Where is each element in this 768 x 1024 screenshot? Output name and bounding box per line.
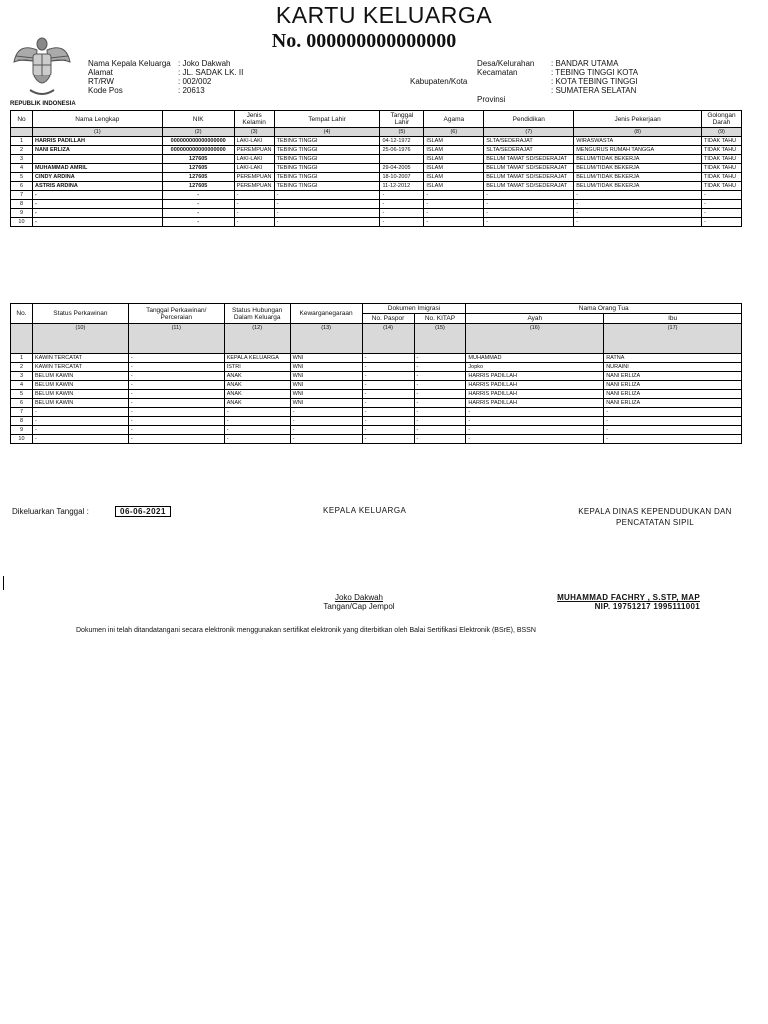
table-cell: KAWIN TERCATAT: [32, 363, 128, 372]
info-label: Kabupaten/Kota: [410, 77, 468, 86]
table-cell: WNI: [290, 363, 362, 372]
table-cell: BELUM KAWIN: [32, 381, 128, 390]
table-cell: WNI: [290, 354, 362, 363]
info-value: : SUMATERA SELATAN: [551, 86, 637, 95]
table-cell: 9: [11, 209, 33, 218]
table-cell: BELUM/TIDAK BEKERJA: [574, 155, 702, 164]
table-cell: PEREMPUAN: [234, 173, 274, 182]
column-header: No: [11, 111, 33, 128]
table-cell: SLTA/SEDERAJAT: [484, 137, 574, 146]
table-cell: -: [362, 372, 414, 381]
issue-date-label: Dikeluarkan Tanggal :: [12, 507, 89, 516]
agency-head-nip: NIP. 19751217 1995111001: [594, 602, 700, 611]
table-cell: -: [128, 435, 224, 444]
agency-head-name: MUHAMMAD FACHRY , S.STP, MAP: [557, 593, 700, 602]
table-cell: 10: [11, 218, 33, 227]
table-cell: 3: [11, 372, 33, 381]
info-label: Kode Pos: [88, 86, 123, 95]
region-info: [477, 59, 638, 77]
table-cell: TIDAK TAHU: [701, 164, 741, 173]
column-index: (12): [224, 324, 290, 354]
table-cell: -: [362, 426, 414, 435]
table-cell: -: [274, 191, 380, 200]
table-cell: -: [32, 209, 162, 218]
table-cell: TIDAK TAHU: [701, 146, 741, 155]
column-index: (17): [604, 324, 742, 354]
table-cell: 5: [11, 173, 33, 182]
table-cell: ANAK: [224, 381, 290, 390]
table-cell: WNI: [290, 390, 362, 399]
table-cell: 4: [11, 164, 33, 173]
table-cell: -: [484, 209, 574, 218]
table-cell: 2: [11, 146, 33, 155]
table-cell: -: [234, 209, 274, 218]
marital-status-table: [10, 303, 742, 444]
column-index: (16): [466, 324, 604, 354]
table-cell: -: [362, 417, 414, 426]
table-row: [11, 191, 742, 200]
table-cell: -: [162, 218, 234, 227]
table-cell: -: [574, 209, 702, 218]
table-row: [11, 390, 742, 399]
table-cell: -: [128, 363, 224, 372]
table-cell: TIDAK TAHU: [701, 137, 741, 146]
table-cell: -: [32, 218, 162, 227]
table-cell: -: [128, 399, 224, 408]
table-cell: -: [274, 218, 380, 227]
table-cell: 1: [11, 137, 33, 146]
column-index: (11): [128, 324, 224, 354]
table-cell: LAKI-LAKI: [234, 164, 274, 173]
garuda-pancasila-icon: [12, 32, 72, 102]
table-cell: WIRASWASTA: [574, 137, 702, 146]
table-cell: 2: [11, 363, 33, 372]
table-cell: MENGURUS RUMAH TANGGA: [574, 146, 702, 155]
table-cell: -: [380, 200, 424, 209]
column-index: [11, 128, 33, 137]
table-cell: KAWIN TERCATAT: [32, 354, 128, 363]
table-cell: -: [362, 354, 414, 363]
table-row: [11, 381, 742, 390]
table-cell: -: [362, 408, 414, 417]
table-cell: TEBING TINGGI: [274, 146, 380, 155]
table-cell: 8: [11, 417, 33, 426]
agency-head-title: KEPALA DINAS KEPENDUDUKAN DAN PENCATATAN SIPIL: [578, 507, 732, 527]
table-cell: -: [414, 435, 466, 444]
column-header: No.: [11, 304, 33, 324]
table-cell: -: [574, 191, 702, 200]
column-header: Pendidikan: [484, 111, 574, 128]
column-index: (7): [484, 128, 574, 137]
table-cell: 04-12-1972: [380, 137, 424, 146]
issue-date-value: 06-06-2021: [115, 506, 171, 517]
info-label: RT/RW: [88, 77, 114, 86]
table-cell: 7: [11, 408, 33, 417]
table-cell: TIDAK TAHU: [701, 182, 741, 191]
table-cell: ISLAM: [424, 182, 484, 191]
table-cell: [32, 155, 162, 164]
table-cell: -: [484, 191, 574, 200]
column-index: (8): [574, 128, 702, 137]
table-row: [11, 218, 742, 227]
document-title: KARTU KELUARGA: [275, 2, 493, 28]
table-cell: -: [128, 390, 224, 399]
info-label: Provinsi: [477, 95, 506, 104]
table-cell: 18-10-2007: [380, 173, 424, 182]
table-cell: -: [380, 191, 424, 200]
table-cell: -: [424, 200, 484, 209]
table-cell: BELUM/TIDAK BEKERJA: [574, 173, 702, 182]
table-cell: CINDY ARDINA: [32, 173, 162, 182]
info-label: Alamat: [88, 68, 113, 77]
table-cell: PEREMPUAN: [234, 146, 274, 155]
table-row: [11, 417, 742, 426]
column-header: No. KITAP: [414, 314, 466, 324]
column-header: Status Hubungan Dalam Keluarga: [224, 304, 290, 324]
table-cell: -: [234, 191, 274, 200]
info-value: : Joko Dakwah: [178, 59, 231, 68]
column-index: (13): [290, 324, 362, 354]
text-cursor: [3, 576, 4, 590]
regency-info: [410, 77, 638, 86]
table-cell: ISTRI: [224, 363, 290, 372]
table-row: [11, 155, 742, 164]
table-cell: -: [362, 363, 414, 372]
table-cell: 127605: [162, 164, 234, 173]
column-index: (4): [274, 128, 380, 137]
table-cell: ISLAM: [424, 173, 484, 182]
table-cell: -: [380, 218, 424, 227]
info-value: : 20613: [178, 86, 205, 95]
column-header: Tanggal Lahir: [380, 111, 424, 128]
table-cell: NANI ERLIZA: [32, 146, 162, 155]
table-row: [11, 363, 742, 372]
column-group-header: Dokumen Imigrasi: [362, 304, 466, 314]
column-header: Tanggal Perkawinan/ Perceraian: [128, 304, 224, 324]
table-cell: 29-04-2005: [380, 164, 424, 173]
table-cell: -: [290, 417, 362, 426]
table-cell: ISLAM: [424, 164, 484, 173]
table-cell: -: [466, 417, 604, 426]
table-row: [11, 435, 742, 444]
column-index-row: [11, 324, 742, 354]
column-index: (2): [162, 128, 234, 137]
table-cell: -: [128, 354, 224, 363]
table-cell: 9: [11, 426, 33, 435]
table-cell: -: [484, 200, 574, 209]
table-cell: -: [701, 218, 741, 227]
table-cell: BELUM TAMAT SD/SEDERAJAT: [484, 155, 574, 164]
table-cell: WNI: [290, 399, 362, 408]
table-cell: 127605: [162, 182, 234, 191]
table-cell: -: [701, 209, 741, 218]
table-cell: -: [574, 200, 702, 209]
table-row: [11, 372, 742, 381]
table-cell: LAKI-LAKI: [234, 155, 274, 164]
column-index: (6): [424, 128, 484, 137]
table-cell: BELUM/TIDAK BEKERJA: [574, 164, 702, 173]
table-cell: NURAINI: [604, 363, 742, 372]
table-cell: -: [604, 435, 742, 444]
table-cell: -: [274, 209, 380, 218]
table-cell: -: [414, 354, 466, 363]
table-header-row: [11, 111, 742, 128]
table-cell: ASTRIS ARDINA: [32, 182, 162, 191]
table-cell: -: [32, 191, 162, 200]
column-header: Jenis Pekerjaan: [574, 111, 702, 128]
table-cell: -: [32, 435, 128, 444]
table-cell: -: [32, 408, 128, 417]
table-cell: NANI ERLIZA: [604, 390, 742, 399]
table-cell: BELUM KAWIN: [32, 372, 128, 381]
table-cell: -: [32, 426, 128, 435]
table-cell: 8: [11, 200, 33, 209]
column-header: Ibu: [604, 314, 742, 324]
table-cell: TEBING TINGGI: [274, 182, 380, 191]
table-cell: 25-06-1976: [380, 146, 424, 155]
table-cell: -: [224, 435, 290, 444]
column-header: NIK: [162, 111, 234, 128]
table-cell: -: [362, 435, 414, 444]
info-value: : BANDAR UTAMA: [551, 59, 619, 68]
electronic-signature-notice: Dokumen ini telah ditandatangani secara elektronik menggunakan sertifikat elektronik yang diterbitkan oleh Balai Sertifikasi Elektronik (BSrE), BSSN: [76, 627, 536, 634]
table-cell: -: [466, 426, 604, 435]
table-cell: 000000000000000000: [162, 146, 234, 155]
table-cell: ANAK: [224, 372, 290, 381]
table-cell: 6: [11, 182, 33, 191]
table-cell: -: [234, 200, 274, 209]
table-cell: NANI ERLIZA: [604, 399, 742, 408]
country-label: REPUBLIK INDONESIA: [10, 101, 76, 107]
table-row: [11, 164, 742, 173]
table-cell: -: [290, 435, 362, 444]
table-cell: 5: [11, 390, 33, 399]
table-cell: -: [414, 363, 466, 372]
table-row: [11, 137, 742, 146]
table-cell: -: [380, 209, 424, 218]
table-cell: -: [414, 417, 466, 426]
table-cell: -: [162, 200, 234, 209]
table-cell: 1: [11, 354, 33, 363]
table-cell: BELUM KAWIN: [32, 399, 128, 408]
table-row: [11, 200, 742, 209]
table-cell: -: [162, 209, 234, 218]
table-cell: -: [32, 200, 162, 209]
table-cell: HARRIS PADILLAH: [466, 372, 604, 381]
table-cell: MUHAMMAD: [466, 354, 604, 363]
table-header-row: [11, 304, 742, 314]
table-cell: -: [362, 390, 414, 399]
table-cell: TIDAK TAHU: [701, 173, 741, 182]
table-cell: -: [128, 381, 224, 390]
table-cell: -: [274, 200, 380, 209]
table-cell: -: [224, 426, 290, 435]
table-row: [11, 209, 742, 218]
province-info: [477, 86, 637, 104]
table-cell: -: [424, 218, 484, 227]
table-cell: WNI: [290, 372, 362, 381]
table-row: [11, 146, 742, 155]
table-cell: SLTA/SEDERAJAT: [484, 146, 574, 155]
table-cell: HARRIS PADILLAH: [466, 399, 604, 408]
table-cell: 127605: [162, 173, 234, 182]
table-cell: 127605: [162, 155, 234, 164]
table-cell: -: [484, 218, 574, 227]
table-cell: ANAK: [224, 399, 290, 408]
table-cell: BELUM TAMAT SD/SEDERAJAT: [484, 164, 574, 173]
info-value: : 002/002: [178, 77, 212, 86]
column-header: Tempat Lahir: [274, 111, 380, 128]
table-cell: ISLAM: [424, 146, 484, 155]
table-cell: WNI: [290, 381, 362, 390]
table-cell: RATNA: [604, 354, 742, 363]
table-row: [11, 399, 742, 408]
column-group-header: Nama Orang Tua: [466, 304, 742, 314]
table-cell: HARRIS PADILLAH: [466, 381, 604, 390]
table-cell: TEBING TINGGI: [274, 155, 380, 164]
signature-caption: Tangan/Cap Jempol: [323, 602, 395, 611]
table-cell: -: [424, 191, 484, 200]
column-header: Jenis Kelamin: [234, 111, 274, 128]
table-cell: 6: [11, 399, 33, 408]
agency-head-signature: [540, 593, 700, 611]
table-cell: -: [424, 209, 484, 218]
table-cell: -: [224, 417, 290, 426]
table-cell: -: [224, 408, 290, 417]
info-value: : KOTA TEBING TINGGI: [551, 77, 638, 86]
info-value: : TEBING TINGGI KOTA: [551, 68, 639, 77]
table-cell: NANI ERLIZA: [604, 372, 742, 381]
info-label: Kecamatan: [477, 68, 518, 77]
family-members-table: [10, 110, 742, 227]
column-index: (1): [32, 128, 162, 137]
table-cell: -: [414, 426, 466, 435]
table-cell: PEREMPUAN: [234, 182, 274, 191]
column-index: (9): [701, 128, 741, 137]
table-cell: -: [234, 218, 274, 227]
table-cell: -: [414, 381, 466, 390]
table-cell: 11-12-2012: [380, 182, 424, 191]
table-cell: -: [128, 408, 224, 417]
table-cell: BELUM TAMAT SD/SEDERAJAT: [484, 182, 574, 191]
table-cell: -: [604, 417, 742, 426]
table-cell: TEBING TINGGI: [274, 164, 380, 173]
table-cell: ISLAM: [424, 137, 484, 146]
column-index-row: [11, 128, 742, 137]
table-cell: Jopko: [466, 363, 604, 372]
table-cell: -: [466, 408, 604, 417]
table-cell: LAKI-LAKI: [234, 137, 274, 146]
column-header: No. Paspor: [362, 314, 414, 324]
issue-date: [12, 506, 171, 517]
head-of-family-info: [88, 59, 243, 95]
column-header: Kewarganegaraan: [290, 304, 362, 324]
table-row: [11, 173, 742, 182]
table-cell: 7: [11, 191, 33, 200]
table-cell: -: [701, 200, 741, 209]
table-cell: -: [362, 381, 414, 390]
table-cell: -: [128, 372, 224, 381]
table-cell: -: [414, 390, 466, 399]
column-index: (3): [234, 128, 274, 137]
table-row: [11, 408, 742, 417]
table-cell: -: [290, 426, 362, 435]
head-of-family-signature: [318, 593, 400, 611]
table-cell: 10: [11, 435, 33, 444]
table-cell: -: [162, 191, 234, 200]
table-cell: ISLAM: [424, 155, 484, 164]
table-cell: -: [32, 417, 128, 426]
table-cell: -: [362, 399, 414, 408]
table-cell: TEBING TINGGI: [274, 173, 380, 182]
column-header: Nama Lengkap: [32, 111, 162, 128]
table-cell: HARRIS PADILLAH: [32, 137, 162, 146]
table-cell: -: [128, 426, 224, 435]
info-label: Desa/Kelurahan: [477, 59, 535, 68]
table-cell: -: [414, 372, 466, 381]
table-cell: NANI ERLIZA: [604, 381, 742, 390]
table-cell: -: [604, 408, 742, 417]
table-cell: BELUM/TIDAK BEKERJA: [574, 182, 702, 191]
table-cell: KEPALA KELUARGA: [224, 354, 290, 363]
head-of-family-name: Joko Dakwah: [334, 593, 384, 602]
column-index: (15): [414, 324, 466, 354]
table-cell: TEBING TINGGI: [274, 137, 380, 146]
table-cell: HARRIS PADILLAH: [466, 390, 604, 399]
table-cell: 4: [11, 381, 33, 390]
table-cell: BELUM TAMAT SD/SEDERAJAT: [484, 173, 574, 182]
table-cell: -: [604, 426, 742, 435]
column-index: (10): [32, 324, 128, 354]
table-cell: -: [414, 399, 466, 408]
table-cell: -: [466, 435, 604, 444]
table-cell: -: [128, 417, 224, 426]
info-label: Nama Kepala Keluarga: [88, 59, 171, 68]
table-cell: -: [574, 218, 702, 227]
head-of-family-title: KEPALA KELUARGA: [323, 506, 407, 515]
column-index: (14): [362, 324, 414, 354]
table-cell: 000000000000000000: [162, 137, 234, 146]
column-header: Status Perkawinan: [32, 304, 128, 324]
table-row: [11, 354, 742, 363]
table-row: [11, 426, 742, 435]
table-cell: MUHAMMAD AMRIL: [32, 164, 162, 173]
column-header: Agama: [424, 111, 484, 128]
table-cell: TIDAK TAHU: [701, 155, 741, 164]
table-cell: [380, 155, 424, 164]
column-header: Ayah: [466, 314, 604, 324]
document-number: No. 000000000000000: [271, 30, 457, 52]
info-value: : JL. SADAK LK. II: [178, 68, 244, 77]
table-cell: ANAK: [224, 390, 290, 399]
table-cell: 3: [11, 155, 33, 164]
column-header: Golongan Darah: [701, 111, 741, 128]
table-row: [11, 182, 742, 191]
table-cell: -: [414, 408, 466, 417]
column-index: [11, 324, 33, 354]
column-index: (5): [380, 128, 424, 137]
table-cell: -: [290, 408, 362, 417]
table-cell: -: [701, 191, 741, 200]
table-cell: BELUM KAWIN: [32, 390, 128, 399]
